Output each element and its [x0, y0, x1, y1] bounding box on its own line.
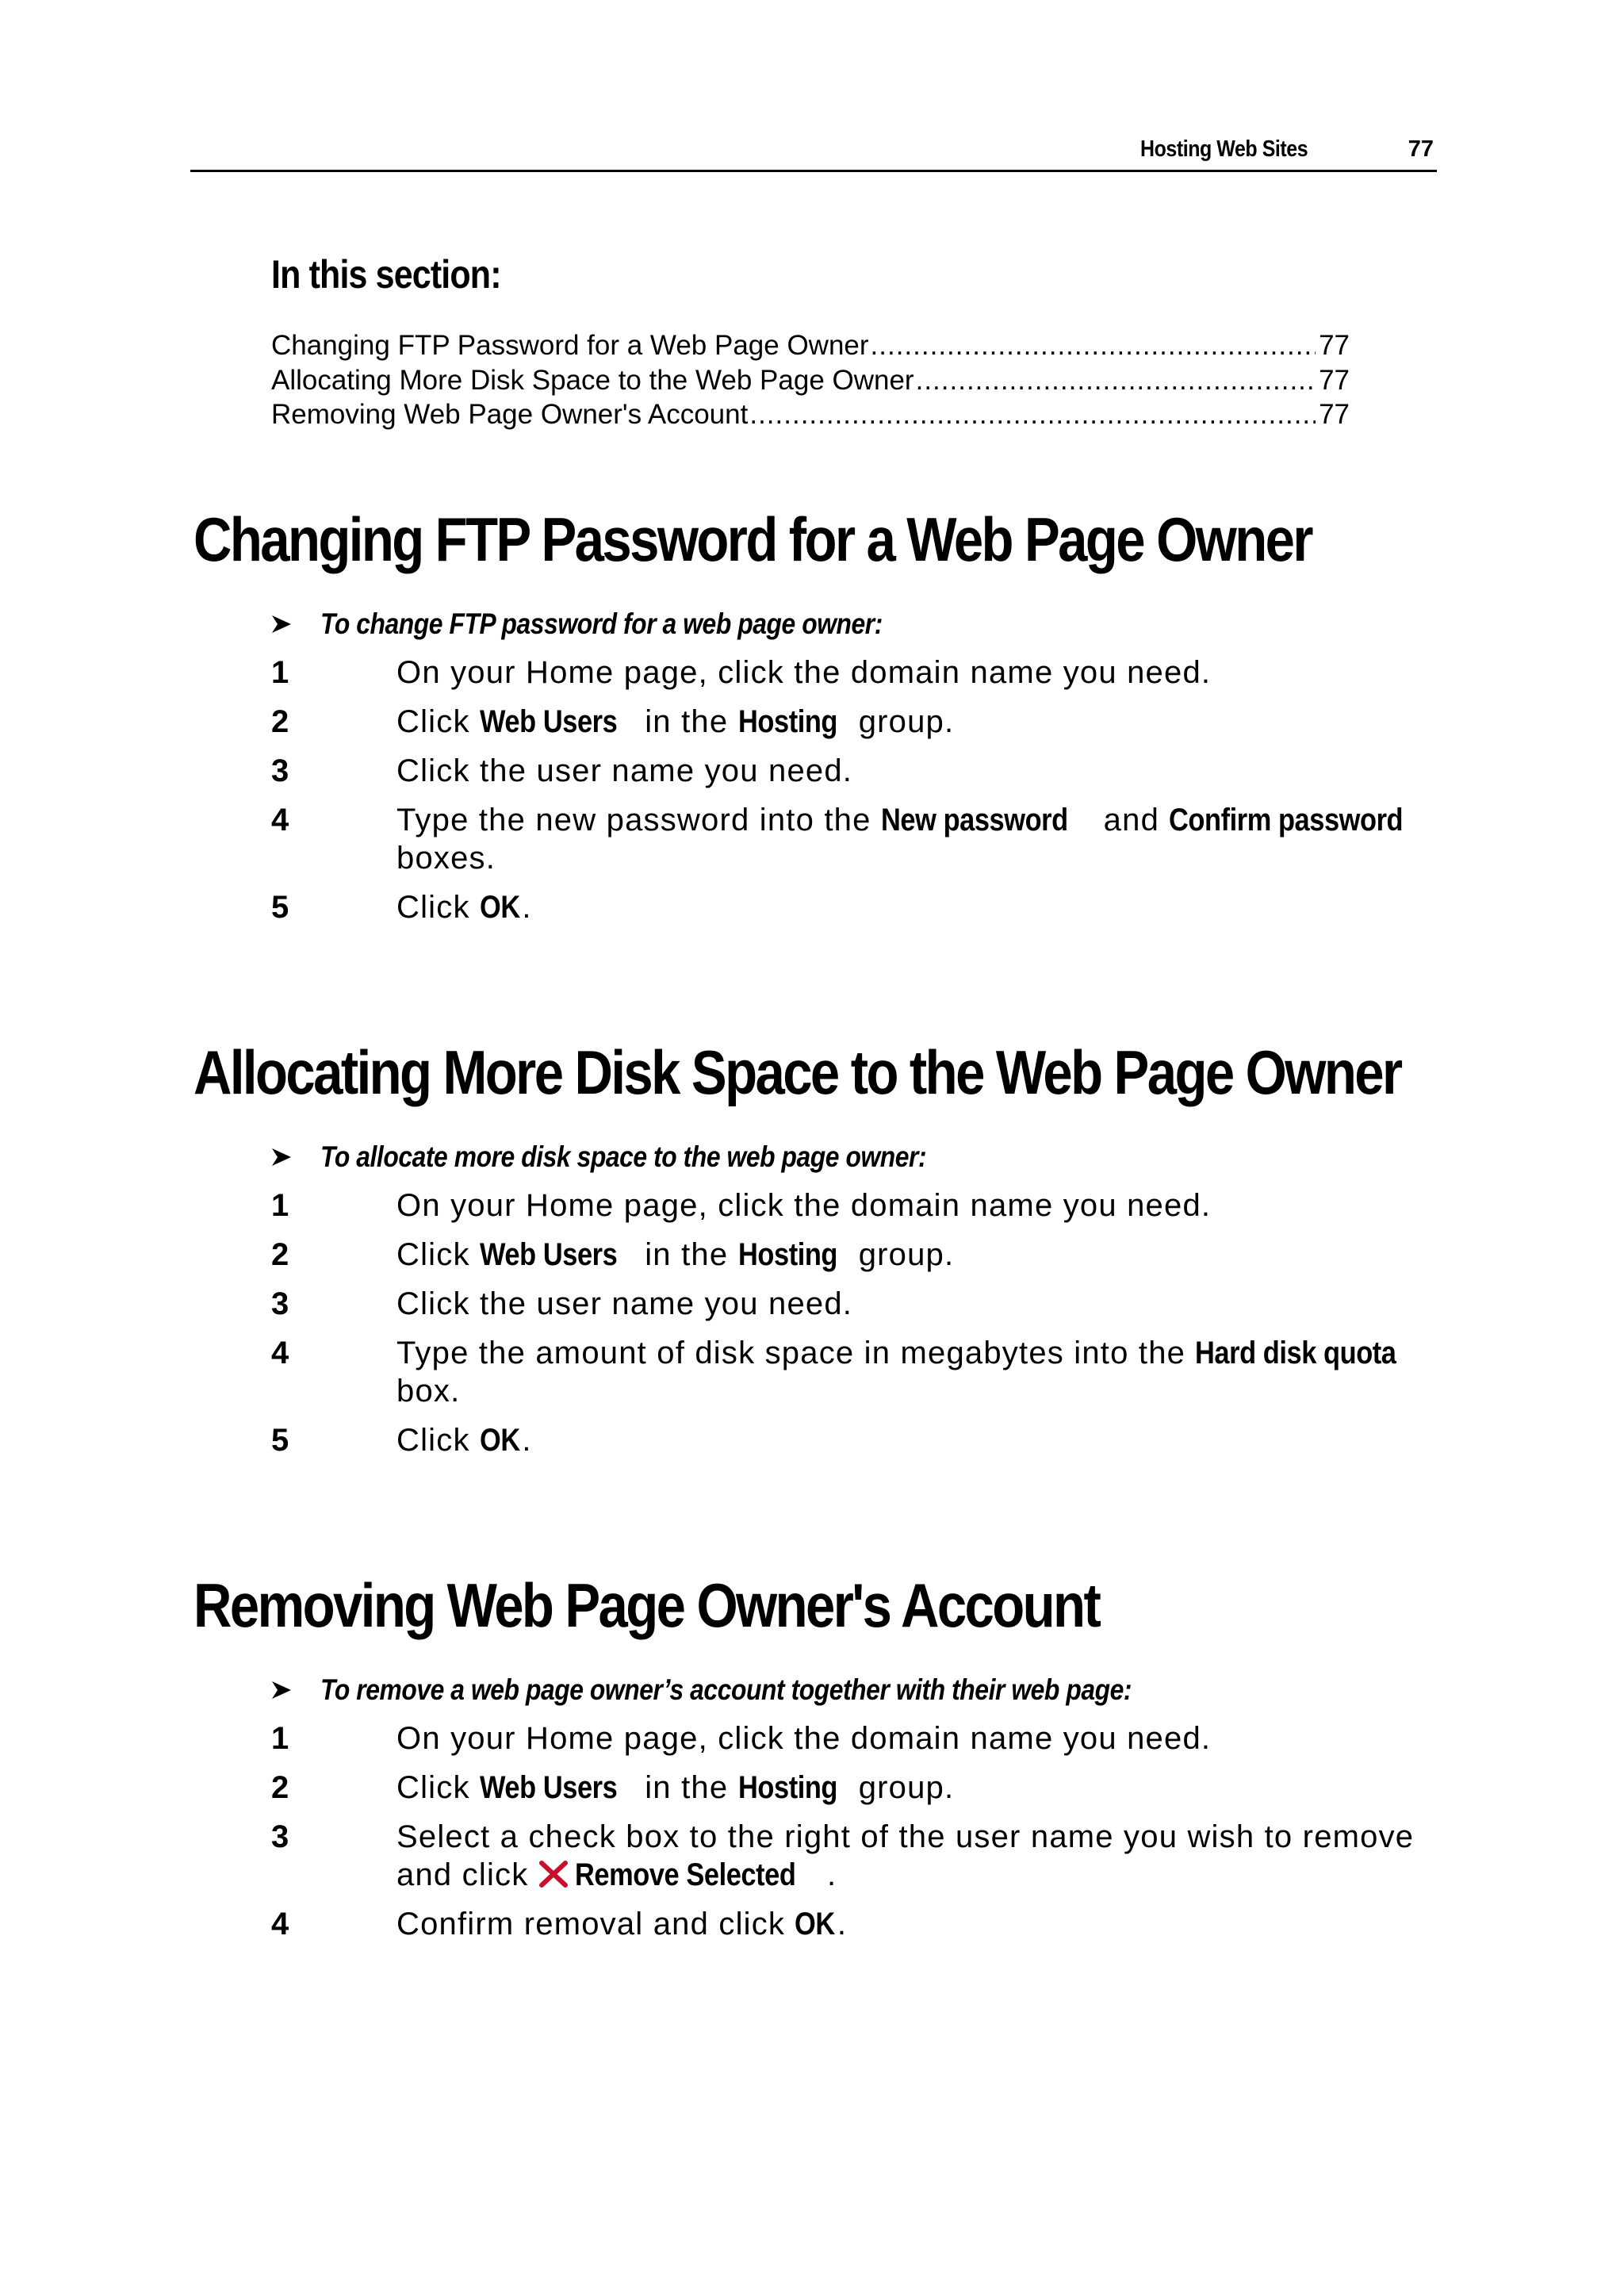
- ui-term-hosting: Hosting: [737, 704, 837, 739]
- step-item: [271, 1818, 1431, 1894]
- step-item: [271, 1719, 1431, 1757]
- arrow-bullet-icon: [271, 1148, 292, 1167]
- table-of-contents: [271, 328, 1350, 432]
- header-page-number: 77: [1408, 136, 1434, 162]
- step-text: Click: [396, 1423, 480, 1458]
- step-text: group.: [848, 1770, 955, 1805]
- toc-entry[interactable]: [271, 363, 1350, 398]
- step-item: [271, 1285, 1431, 1323]
- step-item: [271, 1236, 1431, 1274]
- section-change-ftp-password: [193, 504, 1431, 937]
- step-item: [271, 1905, 1431, 1943]
- procedure-heading: [271, 1139, 1431, 1175]
- intro-heading: In this section:: [271, 252, 501, 297]
- step-list: [193, 1719, 1431, 1943]
- step-text: box.: [396, 1374, 461, 1409]
- step-item: [271, 654, 1431, 692]
- procedure-text: To remove a web page owner’s account together with their web page:: [320, 1673, 1132, 1706]
- step-number: 5: [271, 1423, 289, 1458]
- ui-term-hosting: Hosting: [737, 1770, 837, 1805]
- ui-term-ok: OK: [479, 890, 520, 925]
- step-number: 1: [271, 1188, 289, 1223]
- step-number: 3: [271, 753, 289, 788]
- ui-term-web-users: Web Users: [479, 1770, 618, 1805]
- step-text: in the: [634, 1770, 738, 1805]
- step-text: boxes.: [396, 841, 496, 876]
- section-remove-account: [193, 1570, 1431, 1954]
- section-allocate-disk-space: [193, 1037, 1431, 1470]
- step-text: and click: [396, 1857, 538, 1892]
- step-item: [271, 703, 1431, 741]
- step-text: Click: [396, 1237, 480, 1272]
- remove-x-icon: [538, 1860, 569, 1888]
- ui-term-hosting: Hosting: [737, 1237, 837, 1272]
- arrow-bullet-icon: [271, 615, 292, 634]
- step-text: in the: [634, 1237, 738, 1272]
- toc-entry-text: Allocating More Disk Space to the Web Page Owner: [271, 364, 914, 396]
- ui-term-web-users: Web Users: [479, 704, 618, 739]
- toc-entry[interactable]: [271, 328, 1350, 363]
- step-list: [193, 1186, 1431, 1459]
- ui-term-web-users: Web Users: [479, 1237, 618, 1272]
- step-text: On your Home page, click the domain name you need.: [396, 655, 1212, 690]
- step-text: .: [522, 890, 532, 925]
- toc-entry-page: 77: [1319, 364, 1350, 396]
- step-text: Type the amount of disk space in megabytes into the: [396, 1336, 1196, 1370]
- step-text: Select a check box to the right of the user name you wish to remove: [396, 1819, 1415, 1854]
- toc-entry[interactable]: [271, 397, 1350, 432]
- procedure-heading: [271, 1672, 1431, 1708]
- arrow-bullet-icon: [271, 1681, 292, 1700]
- step-text: Confirm removal and click: [396, 1907, 795, 1941]
- step-number: 2: [271, 704, 289, 739]
- step-item: [271, 888, 1431, 926]
- step-text: On your Home page, click the domain name you need.: [396, 1188, 1212, 1223]
- step-number: 3: [271, 1819, 289, 1854]
- step-text: and: [1094, 803, 1170, 838]
- in-this-section: [271, 252, 1350, 432]
- step-text: .: [522, 1423, 532, 1458]
- procedure-text: To change FTP password for a web page owner:: [320, 608, 883, 640]
- ui-term-ok: OK: [795, 1907, 836, 1941]
- toc-entry-page: 77: [1319, 399, 1350, 430]
- step-text: Click the user name you need.: [396, 753, 853, 788]
- section-title: Removing Web Page Owner's Account: [193, 1570, 1100, 1640]
- step-item: [271, 1334, 1431, 1410]
- section-title: Changing FTP Password for a Web Page Owner: [193, 504, 1312, 574]
- step-text: .: [826, 1857, 837, 1892]
- toc-leader-dots: [916, 363, 1316, 398]
- section-title: Allocating More Disk Space to the Web Page Owner: [193, 1037, 1401, 1107]
- toc-entry-text: Removing Web Page Owner's Account: [271, 399, 749, 430]
- step-item: [271, 752, 1431, 790]
- step-number: 2: [271, 1770, 289, 1805]
- toc-leader-dots: [871, 328, 1316, 363]
- step-number: 1: [271, 1721, 289, 1756]
- ui-term-hard-disk-quota: Hard disk quota: [1195, 1336, 1396, 1370]
- ui-term-new-password: New password: [880, 803, 1068, 838]
- step-text: Click: [396, 890, 480, 925]
- step-number: 4: [271, 1907, 289, 1941]
- procedure-heading: [271, 606, 1431, 642]
- ui-term-confirm-password: Confirm password: [1169, 803, 1404, 838]
- running-header: [190, 133, 1437, 172]
- step-text: Click the user name you need.: [396, 1286, 853, 1321]
- header-title: Hosting Web Sites: [1140, 136, 1308, 162]
- step-number: 5: [271, 890, 289, 925]
- step-text: On your Home page, click the domain name you need.: [396, 1721, 1212, 1756]
- step-number: 4: [271, 803, 289, 838]
- step-item: [271, 1186, 1431, 1225]
- step-text: Click: [396, 704, 480, 739]
- step-list: [193, 654, 1431, 926]
- ui-term-ok: OK: [479, 1423, 520, 1458]
- toc-entry-page: 77: [1319, 330, 1350, 361]
- step-text: Click: [396, 1770, 480, 1805]
- toc-leader-dots: [749, 397, 1316, 432]
- ui-term-remove-selected: Remove Selected: [574, 1857, 796, 1892]
- step-text: group.: [848, 704, 955, 739]
- step-number: 3: [271, 1286, 289, 1321]
- step-text: Type the new password into the: [396, 803, 881, 838]
- step-number: 1: [271, 655, 289, 690]
- toc-entry-text: Changing FTP Password for a Web Page Owner: [271, 330, 869, 361]
- step-text: .: [837, 1907, 848, 1941]
- step-text: group.: [848, 1237, 955, 1272]
- step-item: [271, 1769, 1431, 1807]
- step-text: in the: [634, 704, 738, 739]
- step-number: 2: [271, 1237, 289, 1272]
- step-item: [271, 1421, 1431, 1459]
- step-item: [271, 801, 1431, 877]
- step-number: 4: [271, 1336, 289, 1370]
- procedure-text: To allocate more disk space to the web page owner:: [320, 1140, 927, 1173]
